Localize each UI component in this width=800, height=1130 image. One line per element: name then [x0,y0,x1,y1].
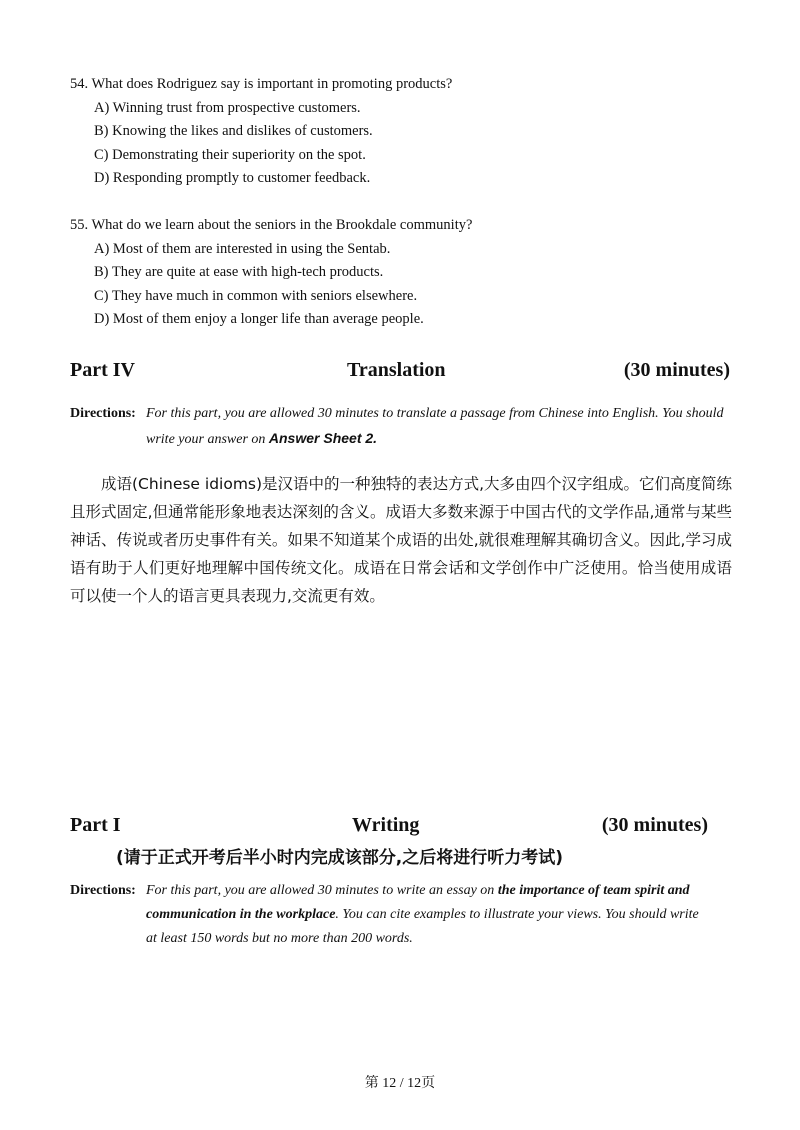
option-d: D) Most of them enjoy a longer life than average people. [94,311,424,327]
directions-text: . You can cite examples to illustrate your views. You should write at least 150 words but no more than 200 words. [146,907,699,946]
option-b: B) Knowing the likes and dislikes of customers. [94,123,373,139]
essay-topic: the importance of team spirit and communication in the workplace [146,883,690,922]
part-iv-directions [70,402,732,452]
part-i-directions [70,879,710,951]
directions-body [146,879,710,951]
directions-text: For this part, you are allowed 30 minutes to write an essay on [146,883,498,898]
translation-passage: 成语(Chinese idioms)是汉语中的一种独特的表达方式,大多由四个汉字组成。它们高度简练且形式固定,但通常能形象地表达深刻的含义。成语大多数来源于中国古代的文学作品,通常与某些神话、传说或者历史事件有关。如果不知道某个成语的出处,就很难理解其确切含义。因此,学习成语有助于人们更好地理解中国传统文化。成语在日常会话和文学创作中广泛使用。恰当使用成语可以使一个人的语言更具表现力,交流更有效。 [70,475,732,605]
option-a: A) Winning trust from prospective customers. [94,99,361,116]
part-time: (30 minutes) [623,359,730,381]
question-stem: 55. What do we learn about the seniors in the Brookdale community? [70,217,473,233]
question-stem: 54. What does Rodriguez say is important in promoting products? [70,76,453,92]
option-c: C) Demonstrating their superiority on the spot. [94,146,366,163]
option-b: B) They are quite at ease with high-tech products. [94,264,384,280]
part-i-subtitle: (请于正式开考后半小时内完成该部分,之后将进行听力考试) [116,848,563,868]
part-label: Part I [70,814,121,836]
part-title: Writing [352,814,420,836]
part-i-heading [70,814,708,840]
option-c: C) They have much in common with seniors elsewhere. [94,287,418,304]
directions-text: For this part, you are allowed 30 minutes to translate a passage from Chinese into English. You should write your answer on [146,406,724,447]
option-d: D) Responding promptly to customer feedback. [94,170,371,186]
directions-body [146,402,732,452]
directions-label: Directions: [70,883,136,898]
directions-label: Directions: [70,406,136,421]
part-label: Part IV [70,359,135,381]
page-number: 第 12 / 12页 [364,1076,436,1091]
question-55 [70,214,472,332]
question-54 [70,73,452,191]
part-time: (30 minutes) [601,814,708,836]
option-a: A) Most of them are interested in using the Sentab. [94,240,391,257]
answer-sheet-ref: Answer Sheet 2. [268,430,378,446]
part-title: Translation [347,359,446,381]
part-iv-heading [70,359,730,385]
